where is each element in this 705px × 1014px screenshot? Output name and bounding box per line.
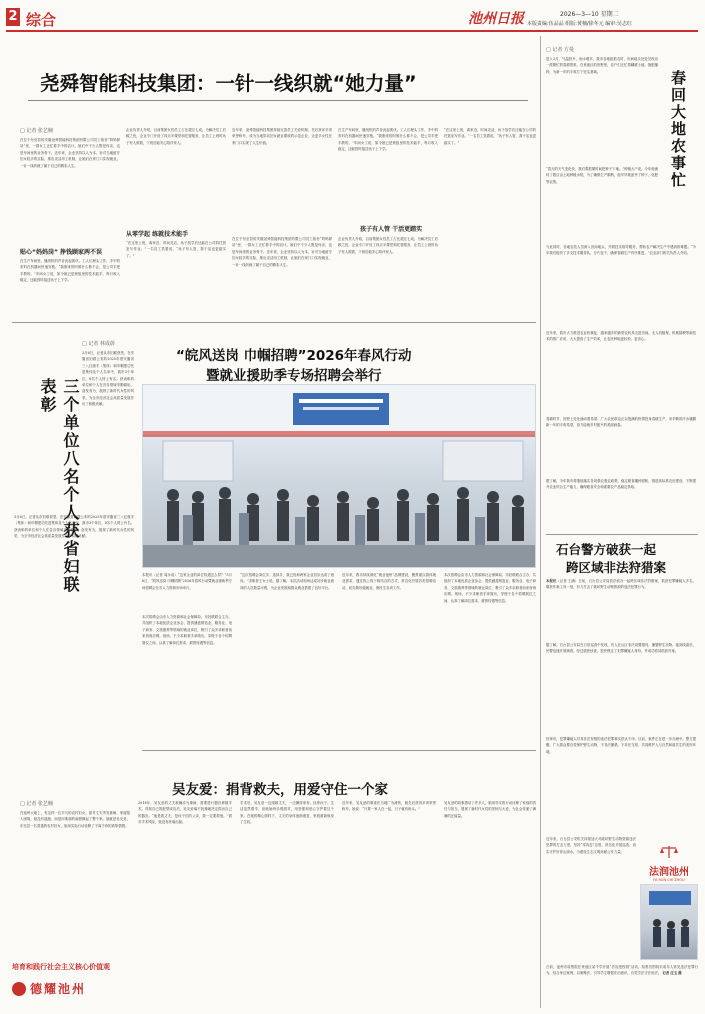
article4-body-f: 据了解，今年我市将继续落实各项强农惠农政策，稳定粮食播种面积，推进高标准农田建设，不断提升农业综合生产能力，确保粮食安全和重要农产品稳定供给。	[546, 479, 696, 490]
article1-title-underline	[28, 100, 528, 101]
article4-byline: □ 记者 方曼	[546, 47, 574, 53]
classroom-illustration	[641, 885, 698, 960]
page-number: 2	[8, 9, 18, 24]
article4-body-e: 春耕时节，田野上处处涌动着希望。广大农民群众正以饱满的热情投身春耕生产，用辛勤的汗水播撒新一年的丰收希望，奋力绘就乡村振兴的美丽画卷。	[546, 417, 696, 428]
article5-body-c: 经审讯，犯罪嫌疑人对其非法狩猎的违法犯罪事实供认不讳。目前，案件正在进一步办理中。警方提醒，广大群众要自觉保护野生动物，不非法捕猎、不非法交易，共同维护人与自然和谐共生的美好环境。	[546, 737, 696, 754]
values-banner-line1: 培育和践行社会主义核心价值观	[12, 963, 110, 971]
article2-title-line2: 暨就业援助季专场招聘会举行	[206, 368, 382, 384]
article1-subhead-3: 孩子有人管 干活更踏实	[360, 226, 423, 233]
law-education-photo	[640, 884, 698, 960]
article2-title-line1: “皖风送岗 巾帼招聘”2026年春风行动	[176, 348, 412, 364]
article1-body-col4a: 在生产车间里，缝纫机的声音此起彼伏。工人们埋头工作，手中的布料在机器间快速穿梭。“我刚来的时候什么都不会，是公司手把手教的。”车间女工说，如今她已是班组里的技术能手，每月收入稳定，还能按时接送孩子上下学。	[338, 128, 438, 152]
article4-body-a: 进入3月，气温回升，雨水增多，我市各地抢抓农时，田间地头处处呈现出一派繁忙的春耕景象。在贵池区的田野里，农户们正忙着翻耕土地、施肥播种，为新一年的丰收打下坚实基础。	[546, 57, 658, 74]
sidebar1-byline: □ 记者 林成蔚	[82, 341, 115, 347]
article2-body-col1: 本次招聘会由市人力资源和社会保障局、市妇联联合主办，共组织了本地优质企业参会，提供涵盖制造业、服务业、电子商务、文旅康养等领域的就业岗位，吸引了众多求职者前来咨询应聘。现场，不少求职者手拿简历，穿梭于各个招聘展位之间，认真了解岗位需求、薪资待遇等信息。	[142, 615, 232, 645]
article1-body-col3a: 近年来，尧舜智能科技集团持续完善员工关爱机制，先后获评多项荣誉称号，成为当地带动妇女就业增收的示范企业，让更多女性在家门口实现了人生价值。	[232, 128, 332, 145]
article1-body-col2b: “在这里上班，离家近、时间灵活，孩子放学后还能在公司的托管室写作业。”一名员工笑着说，“孩子有人管，我干活也更踏实了。”	[126, 241, 226, 258]
values-banner	[12, 962, 134, 1002]
article3-body-col2: 2018年，吴友爱的丈夫被确诊为重病，需要进行器官移植手术。得知自己的配型成功后，吴友爱毫不犹豫地决定捐出自己的器官。“他是我丈夫，是孩子们的父亲，我一定要救他。”面对手术风险，她没有丝毫迟疑。	[138, 801, 232, 825]
footer-caption	[546, 964, 698, 1008]
article1-body-col5: “在这里上班，离家近、时间灵活，孩子放学后还能在公司的托管室写作业。”一名员工笑着说，“孩子有人管，我干活也更踏实了。”	[444, 128, 536, 145]
article4-body-c: 与此同时，各地农技人员深入田间地头，开展技术指导服务，帮助农户解决生产中遇到的难题。“今年我们组织了多支技术服务队，分片包干，确保春耕生产有序推进。”农业部门相关负责人介绍。	[546, 245, 696, 256]
article5-body-a	[546, 578, 696, 638]
article5-body-b: 据了解，石台县公安局在日常巡查中发现，有人在山区非法设置猎具，捕猎野生动物。接到线索后，民警迅速开展调查，经过缜密侦查，很快锁定了犯罪嫌疑人身份，并成功将其抓获归案。	[546, 643, 696, 654]
article1-body-col2a: 企业负责人介绍，目前集团女性员工占比超过七成。为解决员工后顾之忧，企业专门开设了四点半课堂和托管服务，让员工上班时孩子有人照看，下班后能安心陪伴家人。	[126, 128, 226, 145]
section-divider	[12, 322, 536, 323]
sidebar1-body-a: 3月6日，记者从市妇联获悉，在安徽省妇联公布的2025年度安徽省三八红旗手（集体）和巾帼建功先进集体及个人名单中，我市3个单位、8名个人榜上有名。获表彰的单位和个人在各自领域辛勤耕耘、奋发有为，展现了新时代女性的风采，为全市经济社会高质量发展作出了积极贡献。	[82, 351, 134, 407]
article2-body-col4: 本次招聘会由市人力资源和社会保障局、市妇联联合主办，共组织了本地优质企业参会，提供涵盖制造业、服务业、电子商务、文旅康养等领域的就业岗位，吸引了众多求职者前来咨询应聘。现场，不少求职者手拿简历，穿梭于各个招聘展位之间，认真了解岗位需求、薪资待遇等信息。	[444, 573, 536, 603]
article5-title-line1: 石台警方破获一起	[556, 542, 657, 557]
article4-body-b: “春天的天气变化快，我们要抓紧时间把种子下地。”种植大户说，今年他流转了数百亩土地种植水稻，为了确保生产顺利，他早早就备齐了种子、化肥等农资。	[546, 167, 658, 184]
article2-body-col2: “这次招聘会岗位多、选择多，我已经和两家企业初步达成了意向。”求职者王女士说。据了解，本次活动现场达成初步就业意向的人员数量可观，为企业发展和群众就业搭建了良好平台。	[240, 573, 334, 590]
article3-byline: □ 记者 张艺楠	[20, 801, 53, 807]
article3-body-col3: 手术后，吴友爱一边照顾丈夫，一边操持家务、抚养孩子。生活虽然艰辛，但她始终乐观面对，用坚强和爱心守护着这个家。在她的精心照料下，丈夫的身体逐渐康复，家庭重新焕发了生机。	[240, 801, 334, 825]
article3-body-col1: 在池州大地上，有这样一位平凡的农村妇女。面对丈夫突发重病、家庭陷入困境，她没有退缩，而是用柔弱的肩膀撑起了整个家。她就是吴友爱，东至县一名普通的农村妇女，她用实际行动诠释了不离不弃的真挚情感。	[20, 811, 130, 828]
article1-body-col1a: 在位于东至县的安徽尧舜智能科技集团有限公司员工宿舍“妈妈驿站”里，一群女工正忙着手中的活计。她们中不少人既是母亲，也是车间里的业务骨干。近年来，企业坚持以人为本，针对当地留守妇女较多的实际，推出灵活用工机制，让她们在家门口实现就业，一针一线织就了属于自己的精彩人生。	[20, 138, 120, 168]
byline-icon: □	[82, 341, 87, 347]
byline-icon: □	[546, 47, 551, 53]
scales-icon	[660, 845, 678, 859]
issue-date: 2026—3—10 星期二	[560, 11, 619, 18]
article1-subhead-1: 贴心“妈妈岗” 挣钱顾家两不误	[20, 249, 102, 256]
article1-byline: □ 记者 张艺楠	[20, 128, 53, 134]
article2-caption: 本报讯（记者 周永成）“这家企业的岗位待遇怎么样？”3月6日，“皖风送岗 巾帼招聘”2026年春风行动暨就业援助季专场招聘会在市人力资源市场举行。	[142, 573, 232, 590]
article1-title: 尧舜智能科技集团：一针一线织就“她力量”	[40, 72, 417, 95]
law-brand-logo	[640, 844, 698, 880]
article2-body-col3: 近年来，我市持续深化“就业池州”品牌建设，聚焦重点群体就业需求，通过线上线下相结合的方式，常态化开展各类招聘活动，切实做好稳就业、保民生各项工作。	[342, 573, 436, 590]
header-rule	[6, 30, 698, 32]
article1-body-col3b: 在位于东至县的安徽尧舜智能科技集团有限公司员工宿舍“妈妈驿站”里，一群女工正忙着手中的活计。她们中不少人既是母亲，也是车间里的业务骨干。近年来，企业坚持以人为本，针对当地留守妇女较多的实际，推出灵活用工机制，让她们在家门口实现就业，一针一线织就了属于自己的精彩人生。	[232, 237, 332, 267]
footer-caption-text: 日前，池州市检察院在贵池区某中学开展“法治进校园”活动，检察官围绕未成年人常见违法犯罪行为，结合身边案例，以案释法，引导学生增强法治意识，自觉学法守法用法。	[546, 965, 698, 976]
article5-lead: 本报讯	[546, 579, 557, 583]
masthead-brand: 池州日报	[468, 11, 524, 27]
section-divider	[546, 534, 698, 535]
article5-title-line2: 跨区域非法狩猎案	[566, 560, 667, 575]
law-brand-name: 法润池州	[649, 867, 689, 878]
article3-body-col4: 近年来，吴友爱的事迹在当地广为流传，她先后获得多项荣誉称号。她说：“只要一家人在一起，日子就有盼头。”	[342, 801, 436, 812]
article3-body-col5: 吴友爱的故事感动了许多人，她用朴实的行动诠释了家庭的责任与担当，展现了新时代女性的坚韧与大爱，为社会传递了满满的正能量。	[444, 801, 536, 818]
byline-icon: □	[20, 801, 25, 807]
article5-body-1: （记者 王涵）日前，石台县公安局依法侦办一起跨区域非法狩猎案，抓获犯罪嫌疑人多名，缴获作案工具一批，有力打击了破坏野生动物资源的违法犯罪行为。	[546, 579, 696, 590]
right-column-rule	[540, 36, 541, 1008]
article5-body-d: 近年来，石台县公安机关持续加大对破坏野生动物资源违法犯罪的打击力度，坚持“零容忍”态度，常态化开展巡查，切实守护好青山绿水，为建设生态文明贡献公安力量。	[546, 837, 636, 854]
editor-line: 本版责编:伍品品 组版:黄楠/徐冬元 编审:吴志红	[527, 21, 632, 27]
sidebar1-body-b: 3月6日，记者从市妇联获悉，在安徽省妇联公布的2025年度安徽省三八红旗手（集体）和巾帼建功先进集体及个人名单中，我市3个单位、8名个人榜上有名。获表彰的单位和个人在各自领域辛勤耕耘、奋发有为，展现了新时代女性的风采，为全市经济社会高质量发展作出了积极贡献。	[14, 515, 134, 539]
section-divider	[142, 750, 536, 751]
byline-icon: □	[20, 128, 25, 134]
law-brand-en: FA RUN CHI ZHOU	[653, 878, 685, 882]
values-banner-line2: 德耀池州	[30, 982, 87, 996]
banner-emblem-icon	[12, 982, 26, 996]
footer-photo-credit: 记者 汪玉 摄	[662, 971, 682, 976]
page-number-badge	[6, 8, 20, 26]
job-fair-illustration	[143, 385, 536, 568]
article1-subhead-2: 从零学起 练就技术能手	[126, 231, 189, 238]
section-name: 综合	[26, 11, 57, 29]
article3-title: 吴友爱：捐背救夫，用爱守住一个家	[172, 782, 388, 798]
sidebar1-title: 三个单位八名个人获省妇联表彰	[38, 378, 80, 594]
article1-body-col1b: 在生产车间里，缝纫机的声音此起彼伏。工人们埋头工作，手中的布料在机器间快速穿梭。“我刚来的时候什么都不会，是公司手把手教的。”车间女工说，如今她已是班组里的技术能手，每月收入稳定，还能按时接送孩子上下学。	[20, 259, 120, 283]
article1-body-col4b: 企业负责人介绍，目前集团女性员工占比超过七成。为解决员工后顾之忧，企业专门开设了四点半课堂和托管服务，让员工上班时孩子有人照看，下班后能安心陪伴家人。	[338, 237, 438, 254]
article4-body-d: 近年来，我市大力推进农业机械化，越来越多的新型农机具走进田间。无人机植保、机械插秧等新技术的推广应用，大大提高了生产效率，让农民种地更轻松、更省心。	[546, 331, 696, 342]
job-fair-photo	[142, 384, 536, 568]
article4-title: 春回大地农事忙	[669, 70, 687, 189]
